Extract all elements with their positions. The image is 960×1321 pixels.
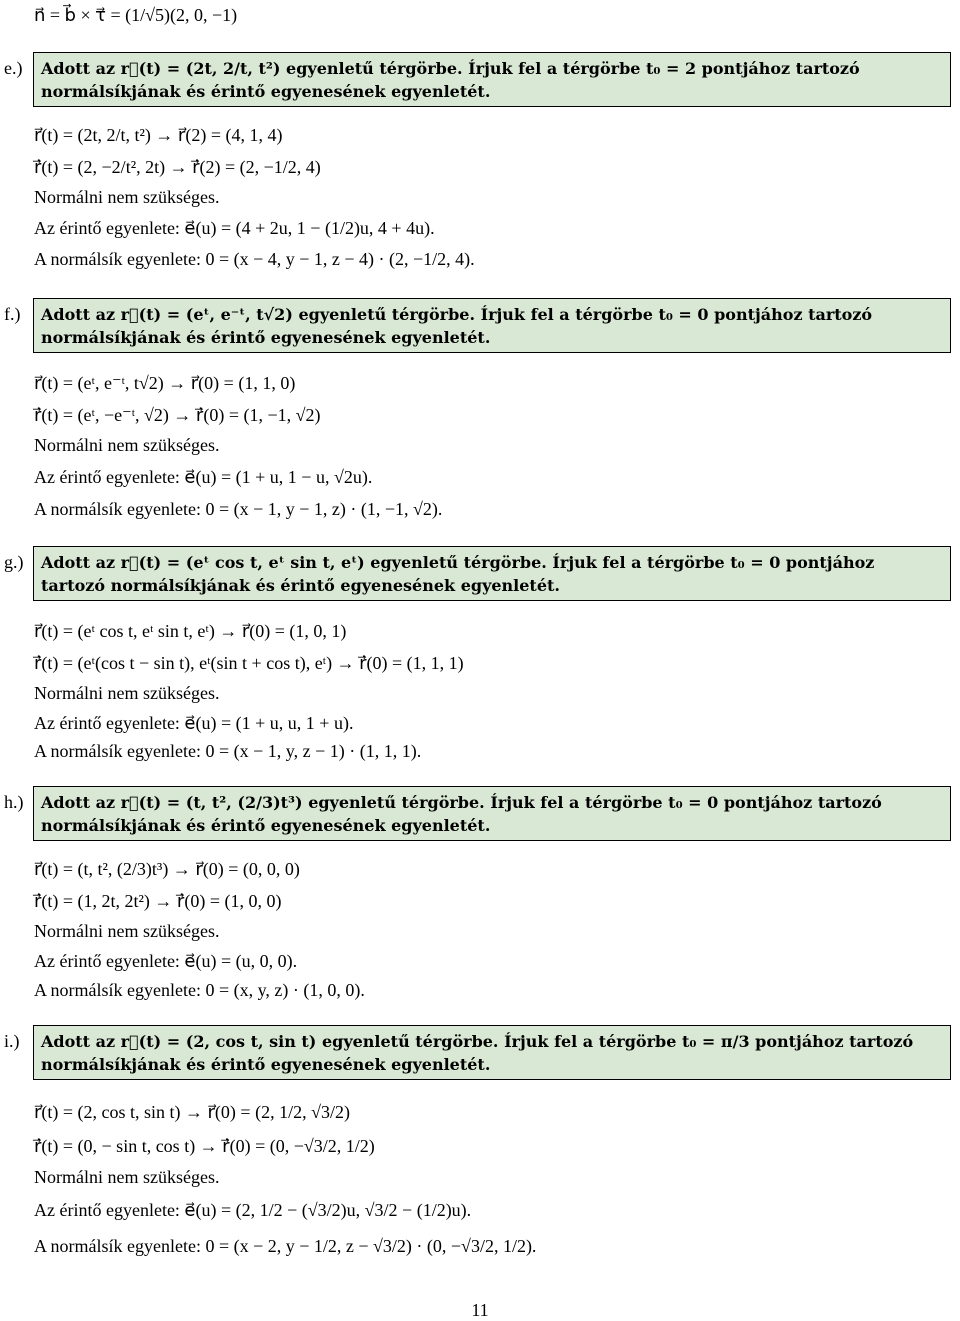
statement-line: Adott az r⃗(t) = (eᵗ, e⁻ᵗ, t√2) egyenletű térgörbe. Írjuk fel a térgörbe t₀ = 0 pontjához tartozó bbox=[41, 305, 873, 324]
problem-label: f.) bbox=[4, 304, 21, 324]
statement-line: Adott az r⃗(t) = (t, t², (2/3)t³) egyenletű térgörbe. Írjuk fel a térgörbe t₀ = 0 pontjához tartozó bbox=[41, 793, 882, 812]
statement-line: normálsíkjának és érintő egyenesének egyenletét. bbox=[41, 1055, 491, 1074]
tangent-equation: Az érintő egyenlete: e⃗(u) = (1 + u, u, 1 + u). bbox=[34, 713, 354, 733]
normal-note: Normálni nem szükséges. bbox=[34, 921, 220, 941]
tangent-equation: Az érintő egyenlete: e⃗(u) = (1 + u, 1 − u, √2u). bbox=[34, 467, 373, 487]
statement-line: Adott az r⃗(t) = (2t, 2/t, t²) egyenletű térgörbe. Írjuk fel a térgörbe t₀ = 2 pontjához tartozó bbox=[41, 59, 860, 78]
problem-statement-box bbox=[33, 52, 951, 107]
normal-note: Normálni nem szükséges. bbox=[34, 1167, 220, 1187]
tangent-equation: Az érintő egyenlete: e⃗(u) = (u, 0, 0). bbox=[34, 951, 298, 971]
problem-statement-box bbox=[33, 298, 951, 353]
position-vector-line: r⃗(t) = (eᵗ, e⁻ᵗ, t√2) → r⃗(0) = (1, 1, 0) bbox=[34, 373, 296, 393]
problem-statement-box bbox=[33, 1025, 951, 1080]
derivative-line: ṙ⃗(t) = (eᵗ(cos t − sin t), eᵗ(sin t + cos t), eᵗ) → ṙ⃗(0) = (1, 1, 1) bbox=[34, 653, 464, 673]
statement-line: tartozó normálsíkjának és érintő egyenesének egyenletét. bbox=[41, 576, 560, 595]
statement-line: normálsíkjának és érintő egyenesének egyenletét. bbox=[41, 82, 491, 101]
statement-line: normálsíkjának és érintő egyenesének egyenletét. bbox=[41, 328, 491, 347]
derivative-line: ṙ⃗(t) = (eᵗ, −e⁻ᵗ, √2) → ṙ⃗(0) = (1, −1, √2) bbox=[34, 405, 321, 425]
normal-note: Normálni nem szükséges. bbox=[34, 187, 220, 207]
normal-plane-equation: A normálsík egyenlete: 0 = (x − 1, y, z − 1) · (1, 1, 1). bbox=[34, 741, 422, 761]
tangent-equation: Az érintő egyenlete: e⃗(u) = (2, 1/2 − (√3/2)u, √3/2 − (1/2)u). bbox=[34, 1200, 472, 1220]
binormal-result-line: n⃗ = b⃗ × τ⃗ = (1/√5)(2, 0, −1) bbox=[34, 5, 238, 25]
statement-line: Adott az r⃗(t) = (2, cos t, sin t) egyenletű térgörbe. Írjuk fel a térgörbe t₀ = π/3 pontjához tartozó bbox=[41, 1032, 914, 1051]
derivative-line: ṙ⃗(t) = (2, −2/t², 2t) → ṙ⃗(2) = (2, −1/2, 4) bbox=[34, 157, 321, 177]
position-vector-line: r⃗(t) = (2, cos t, sin t) → r⃗(0) = (2, 1/2, √3/2) bbox=[34, 1102, 350, 1122]
derivative-line: ṙ⃗(t) = (1, 2t, 2t²) → ṙ⃗(0) = (1, 0, 0) bbox=[34, 891, 282, 911]
normal-note: Normálni nem szükséges. bbox=[34, 683, 220, 703]
position-vector-line: r⃗(t) = (2t, 2/t, t²) → r⃗(2) = (4, 1, 4) bbox=[34, 125, 283, 145]
position-vector-line: r⃗(t) = (t, t², (2/3)t³) → r⃗(0) = (0, 0, 0) bbox=[34, 859, 300, 879]
problem-label: i.) bbox=[4, 1031, 20, 1051]
normal-note: Normálni nem szükséges. bbox=[34, 435, 220, 455]
tangent-equation: Az érintő egyenlete: e⃗(u) = (4 + 2u, 1 − (1/2)u, 4 + 4u). bbox=[34, 218, 435, 238]
problem-label: g.) bbox=[4, 552, 24, 572]
statement-line: Adott az r⃗(t) = (eᵗ cos t, eᵗ sin t, eᵗ) egyenletű térgörbe. Írjuk fel a térgörbe t₀ = 0 pontjához bbox=[41, 553, 875, 572]
page-number: 11 bbox=[471, 1300, 489, 1320]
problem-statement-box bbox=[33, 546, 951, 601]
problem-statement-box bbox=[33, 786, 951, 841]
problem-label: h.) bbox=[4, 792, 24, 812]
problem-label: e.) bbox=[4, 58, 23, 78]
derivative-line: ṙ⃗(t) = (0, − sin t, cos t) → ṙ⃗(0) = (0, −√3/2, 1/2) bbox=[34, 1136, 375, 1156]
normal-plane-equation: A normálsík egyenlete: 0 = (x − 2, y − 1/2, z − √3/2) · (0, −√3/2, 1/2). bbox=[34, 1236, 537, 1256]
position-vector-line: r⃗(t) = (eᵗ cos t, eᵗ sin t, eᵗ) → r⃗(0) = (1, 0, 1) bbox=[34, 621, 347, 641]
normal-plane-equation: A normálsík egyenlete: 0 = (x − 1, y − 1, z) · (1, −1, √2). bbox=[34, 499, 443, 519]
statement-line: normálsíkjának és érintő egyenesének egyenletét. bbox=[41, 816, 491, 835]
normal-plane-equation: A normálsík egyenlete: 0 = (x − 4, y − 1, z − 4) · (2, −1/2, 4). bbox=[34, 249, 475, 269]
normal-plane-equation: A normálsík egyenlete: 0 = (x, y, z) · (1, 0, 0). bbox=[34, 980, 365, 1000]
